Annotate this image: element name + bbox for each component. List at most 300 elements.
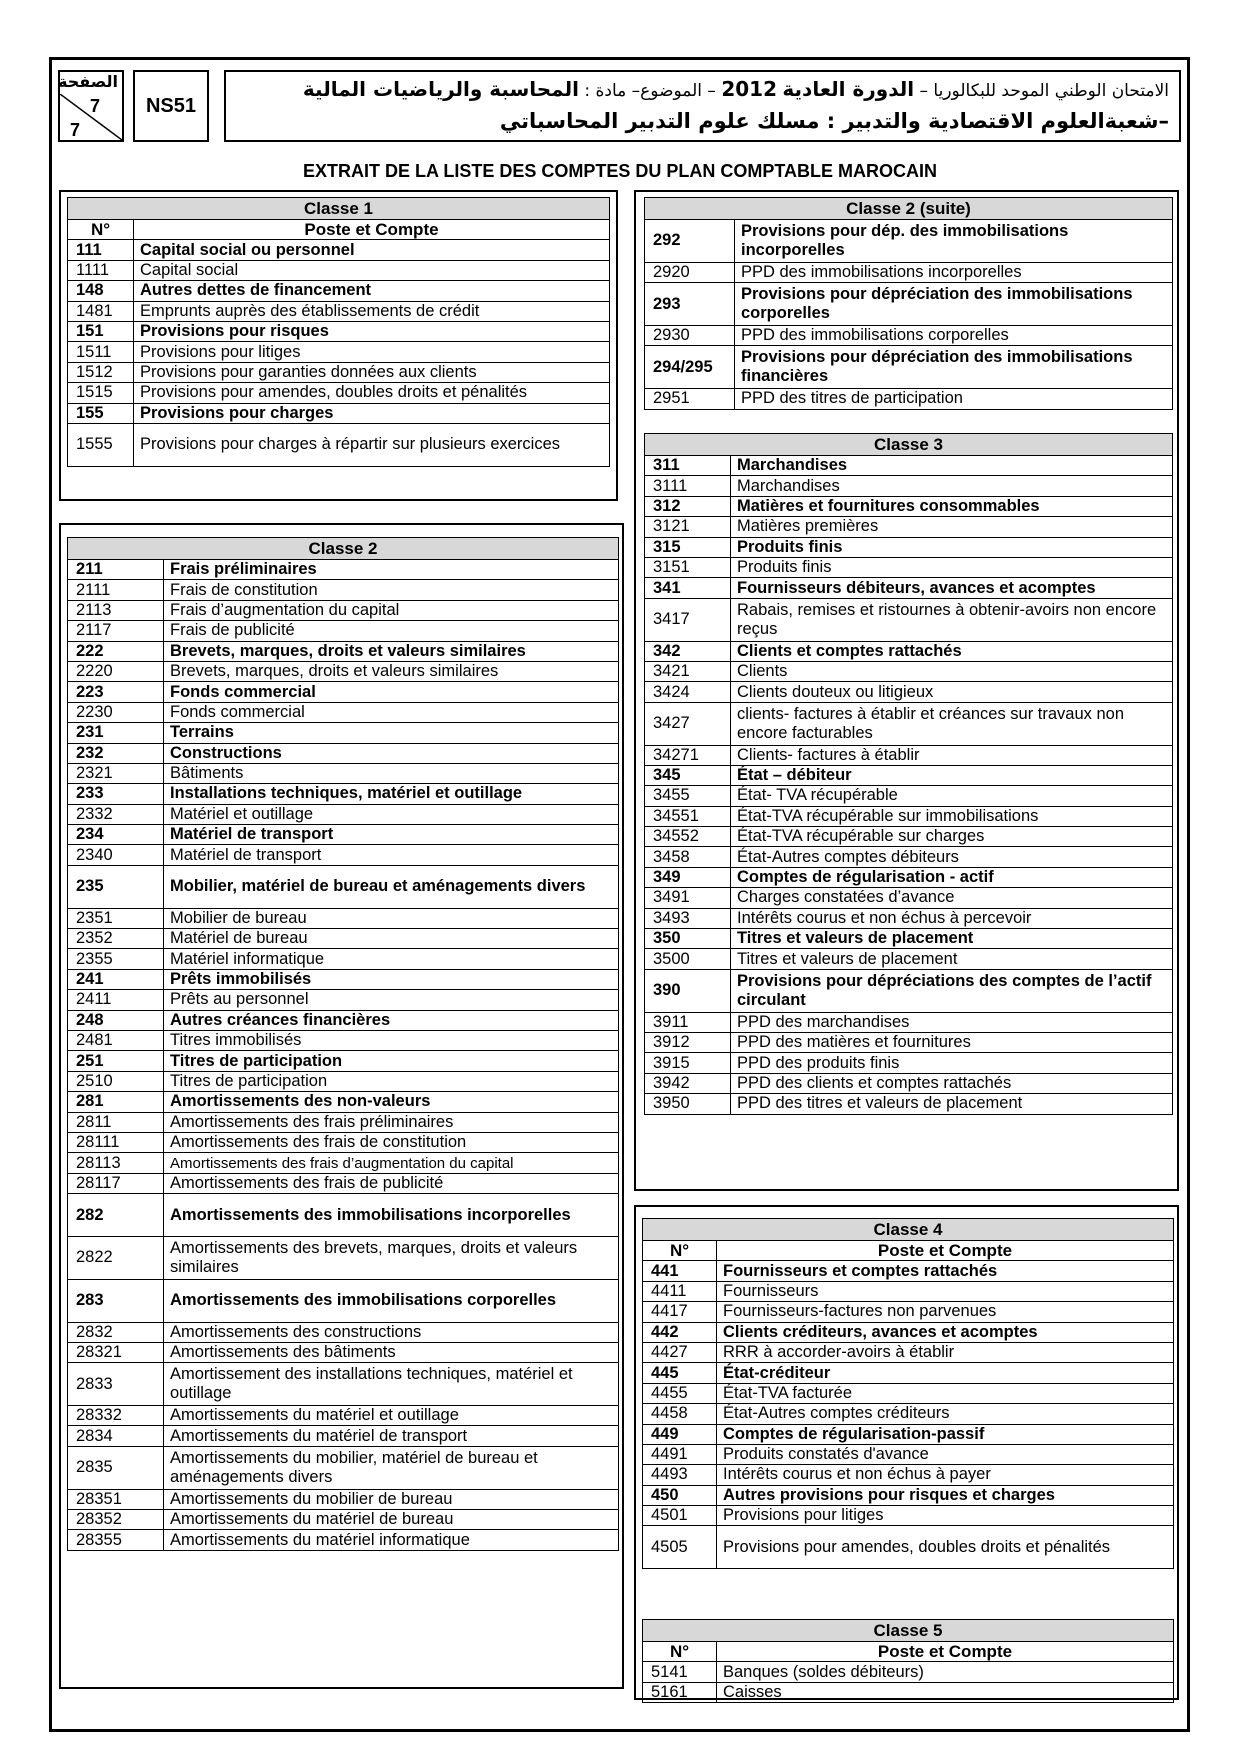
account-number: 2220 <box>68 661 164 681</box>
header-subject-label: – الموضوع– مادة : <box>584 81 716 101</box>
exam-code: NS51 <box>133 70 209 142</box>
account-number: 2321 <box>68 763 164 783</box>
account-row <box>68 1194 619 1237</box>
account-number: 231 <box>68 723 164 743</box>
account-number: 251 <box>68 1051 164 1071</box>
c5-header-row <box>643 1642 1174 1662</box>
account-label: Amortissements des brevets, marques, droits et valeurs similaires <box>164 1236 619 1279</box>
account-row <box>68 321 610 341</box>
document-title: EXTRAIT DE LA LISTE DES COMPTES DU PLAN COMPTABLE MAROCAIN <box>302 161 937 181</box>
account-label: Titres immobilisés <box>164 1031 619 1051</box>
account-label: Amortissements des immobilisations corporelles <box>164 1279 619 1322</box>
account-label: Marchandises <box>731 476 1173 496</box>
account-row <box>643 1444 1174 1464</box>
account-row <box>645 867 1173 887</box>
account-row <box>643 1261 1174 1281</box>
class-title: Classe 1 <box>68 198 610 220</box>
header-session: الدورة العادية <box>782 77 915 101</box>
account-number: 3421 <box>645 661 731 681</box>
account-row <box>68 600 619 620</box>
account-number: 2113 <box>68 600 164 620</box>
account-number: 4458 <box>643 1404 717 1424</box>
account-number: 293 <box>645 283 735 326</box>
account-row <box>68 1426 619 1446</box>
account-number: 28113 <box>68 1153 164 1173</box>
account-label: Installations techniques, matériel et outillage <box>164 784 619 804</box>
account-number: 241 <box>68 969 164 989</box>
account-number: 3915 <box>645 1053 731 1073</box>
account-number: 28117 <box>68 1173 164 1193</box>
account-label: PPD des produits finis <box>731 1053 1173 1073</box>
account-row <box>68 1510 619 1530</box>
account-label: Intérêts courus et non échus à payer <box>717 1465 1174 1485</box>
account-row <box>68 1446 619 1489</box>
account-number: 3950 <box>645 1094 731 1114</box>
account-number: 3424 <box>645 682 731 702</box>
account-row <box>68 1031 619 1051</box>
account-label: Amortissements des frais préliminaires <box>164 1112 619 1132</box>
account-number: 3493 <box>645 908 731 928</box>
account-number: 28355 <box>68 1530 164 1550</box>
account-label: Marchandises <box>731 456 1173 476</box>
account-label: RRR à accorder-avoirs à établir <box>717 1342 1174 1362</box>
account-row <box>68 804 619 824</box>
account-label: Matériel de bureau <box>164 929 619 949</box>
account-number: 282 <box>68 1194 164 1237</box>
account-label: Frais d’augmentation du capital <box>164 600 619 620</box>
account-row <box>68 403 610 423</box>
account-row <box>68 990 619 1010</box>
account-number: 2117 <box>68 621 164 641</box>
account-number: 312 <box>645 496 731 516</box>
account-number: 292 <box>645 220 735 263</box>
account-label: Produits constatés d'avance <box>717 1444 1174 1464</box>
account-row <box>643 1404 1174 1424</box>
account-row <box>645 1012 1173 1032</box>
account-label: Amortissements du matériel informatique <box>164 1530 619 1550</box>
account-number: 341 <box>645 578 731 598</box>
account-number: 3912 <box>645 1032 731 1052</box>
account-row <box>68 865 619 908</box>
class-title: Classe 2 <box>68 538 619 560</box>
account-row <box>68 641 619 661</box>
account-row <box>68 784 619 804</box>
account-row <box>645 1094 1173 1114</box>
account-row <box>645 949 1173 969</box>
class-title: Classe 5 <box>643 1620 1174 1642</box>
account-row <box>68 240 610 260</box>
classe2-suite-table <box>644 197 1173 410</box>
account-number: 34551 <box>645 806 731 826</box>
account-row <box>645 578 1173 598</box>
account-label: Titres et valeurs de placement <box>731 929 1173 949</box>
account-label: Matières premières <box>731 517 1173 537</box>
class-title: Classe 2 (suite) <box>645 198 1173 220</box>
account-label: Frais préliminaires <box>164 560 619 580</box>
account-number: 1511 <box>68 342 134 362</box>
account-label: Provisions pour litiges <box>134 342 610 362</box>
account-row <box>645 929 1173 949</box>
account-label: Amortissements du mobilier de bureau <box>164 1489 619 1509</box>
account-row <box>68 1071 619 1091</box>
account-row <box>645 496 1173 516</box>
account-number: 1512 <box>68 362 134 382</box>
account-label: Prêts au personnel <box>164 990 619 1010</box>
account-label: Provisions pour amendes, doubles droits et pénalités <box>717 1526 1174 1569</box>
account-label: Amortissements des frais d’augmentation du capital <box>164 1153 619 1173</box>
account-row <box>645 220 1173 263</box>
column-header-label: Poste et Compte <box>134 220 610 240</box>
account-row <box>68 362 610 382</box>
account-row <box>645 908 1173 928</box>
account-row <box>645 847 1173 867</box>
account-label: Comptes de régularisation - actif <box>731 867 1173 887</box>
account-number: 3111 <box>645 476 731 496</box>
account-label: État-Autres comptes créditeurs <box>717 1404 1174 1424</box>
account-number: 2352 <box>68 929 164 949</box>
account-number: 3500 <box>645 949 731 969</box>
account-label: PPD des titres et valeurs de placement <box>731 1094 1173 1114</box>
account-number: 2481 <box>68 1031 164 1051</box>
account-number: 4411 <box>643 1281 717 1301</box>
account-number: 2951 <box>645 389 735 409</box>
account-label: Amortissements du matériel de transport <box>164 1426 619 1446</box>
account-label: PPD des marchandises <box>731 1012 1173 1032</box>
account-number: 151 <box>68 321 134 341</box>
account-row <box>645 1073 1173 1093</box>
account-row <box>645 661 1173 681</box>
account-label: Matériel de transport <box>164 845 619 865</box>
account-label: État-TVA récupérable sur charges <box>731 827 1173 847</box>
class-title: Classe 4 <box>643 1219 1174 1241</box>
page-label: الصفحة <box>57 72 118 91</box>
account-label: Provisions pour dépréciation des immobilisations financières <box>735 346 1173 389</box>
account-row <box>68 1236 619 1279</box>
account-label: Provisions pour risques <box>134 321 610 341</box>
account-label: Provisions pour dép. des immobilisations incorporelles <box>735 220 1173 263</box>
account-row <box>68 301 610 321</box>
account-label: Matières et fournitures consommables <box>731 496 1173 516</box>
account-number: 2111 <box>68 580 164 600</box>
account-row <box>68 1279 619 1322</box>
account-row <box>68 969 619 989</box>
account-row <box>643 1322 1174 1342</box>
account-row <box>68 580 619 600</box>
c2s-title-row <box>645 198 1173 220</box>
account-number: 2355 <box>68 949 164 969</box>
account-label: Produits finis <box>731 537 1173 557</box>
account-row <box>68 845 619 865</box>
account-number: 2332 <box>68 804 164 824</box>
account-row <box>645 806 1173 826</box>
account-label: Produits finis <box>731 557 1173 577</box>
account-number: 2340 <box>68 845 164 865</box>
account-number: 2833 <box>68 1363 164 1406</box>
account-row <box>643 1363 1174 1383</box>
account-label: Titres de participation <box>164 1071 619 1091</box>
account-row <box>645 557 1173 577</box>
account-number: 1111 <box>68 260 134 280</box>
header-exam: الامتحان الوطني الموحد للبكالوريا – <box>919 81 1169 101</box>
account-number: 2811 <box>68 1112 164 1132</box>
account-row <box>645 641 1173 661</box>
account-number: 4493 <box>643 1465 717 1485</box>
account-number: 294/295 <box>645 346 735 389</box>
account-number: 3151 <box>645 557 731 577</box>
account-row <box>645 346 1173 389</box>
account-row <box>68 1342 619 1362</box>
column-header-number: N° <box>68 220 134 240</box>
account-label: Mobilier de bureau <box>164 908 619 928</box>
account-number: 34271 <box>645 745 731 765</box>
account-row <box>643 1302 1174 1322</box>
account-label: Autres créances financières <box>164 1010 619 1030</box>
account-label: Titres et valeurs de placement <box>731 949 1173 969</box>
account-row <box>643 1485 1174 1505</box>
account-label: Frais de publicité <box>164 621 619 641</box>
account-number: 4505 <box>643 1526 717 1569</box>
account-label: Charges constatées d’avance <box>731 888 1173 908</box>
c1-header-row <box>68 220 610 240</box>
account-label: Comptes de régularisation-passif <box>717 1424 1174 1444</box>
account-label: Clients douteux ou litigieux <box>731 682 1173 702</box>
account-number: 248 <box>68 1010 164 1030</box>
account-row <box>645 786 1173 806</box>
account-number: 28332 <box>68 1406 164 1426</box>
account-label: Amortissements du matériel et outillage <box>164 1406 619 1426</box>
account-row <box>645 888 1173 908</box>
account-number: 4455 <box>643 1383 717 1403</box>
account-label: Matériel de transport <box>164 825 619 845</box>
account-number: 155 <box>68 403 134 423</box>
header-subject: المحاسبة والرياضيات المالية <box>302 77 579 101</box>
class-title: Classe 3 <box>645 434 1173 456</box>
account-number: 445 <box>643 1363 717 1383</box>
account-row <box>68 723 619 743</box>
account-number: 3455 <box>645 786 731 806</box>
account-row <box>68 342 610 362</box>
account-label: Clients- factures à établir <box>731 745 1173 765</box>
account-label: Banques (soldes débiteurs) <box>717 1662 1174 1682</box>
account-label: Fournisseurs <box>717 1281 1174 1301</box>
account-row <box>643 1662 1174 1682</box>
account-label: Fournisseurs débiteurs, avances et acomptes <box>731 578 1173 598</box>
account-row <box>68 702 619 722</box>
account-label: Fonds commercial <box>164 702 619 722</box>
account-number: 349 <box>645 867 731 887</box>
account-label: Clients <box>731 661 1173 681</box>
account-label: Mobilier, matériel de bureau et aménagements divers <box>164 865 619 908</box>
account-label: Brevets, marques, droits et valeurs similaires <box>164 661 619 681</box>
account-label: Provisions pour amendes, doubles droits et pénalités <box>134 383 610 403</box>
account-row <box>68 281 610 301</box>
column-header-label: Poste et Compte <box>717 1241 1174 1261</box>
account-number: 315 <box>645 537 731 557</box>
account-row <box>645 969 1173 1012</box>
account-number: 232 <box>68 743 164 763</box>
account-number: 3427 <box>645 702 731 745</box>
account-number: 449 <box>643 1424 717 1444</box>
account-label: Provisions pour charges <box>134 403 610 423</box>
account-row <box>645 456 1173 476</box>
account-number: 34552 <box>645 827 731 847</box>
account-label: PPD des immobilisations incorporelles <box>735 262 1173 282</box>
account-row <box>643 1424 1174 1444</box>
account-row <box>645 682 1173 702</box>
exam-header <box>224 70 1181 142</box>
account-row <box>643 1281 1174 1301</box>
account-label: Autres dettes de financement <box>134 281 610 301</box>
account-row <box>68 763 619 783</box>
column-header-label: Poste et Compte <box>717 1642 1174 1662</box>
account-number: 111 <box>68 240 134 260</box>
account-row <box>643 1342 1174 1362</box>
account-label: Rabais, remises et ristournes à obtenir-avoirs non encore reçus <box>731 598 1173 641</box>
account-number: 3942 <box>645 1073 731 1093</box>
account-number: 28111 <box>68 1132 164 1152</box>
account-number: 283 <box>68 1279 164 1322</box>
account-label: Caisses <box>717 1682 1174 1702</box>
account-number: 350 <box>645 929 731 949</box>
account-number: 2920 <box>645 262 735 282</box>
account-row <box>68 743 619 763</box>
account-number: 5161 <box>643 1682 717 1702</box>
account-number: 223 <box>68 682 164 702</box>
account-label: Capital social <box>134 260 610 280</box>
account-label: État-Autres comptes débiteurs <box>731 847 1173 867</box>
classe3-table <box>644 433 1173 1115</box>
account-row <box>68 1051 619 1071</box>
account-label: Terrains <box>164 723 619 743</box>
account-row <box>68 1322 619 1342</box>
account-number: 2822 <box>68 1236 164 1279</box>
account-label: État-créditeur <box>717 1363 1174 1383</box>
page-number: 7 <box>89 96 100 116</box>
account-label: Provisions pour charges à répartir sur plusieurs exercices <box>134 423 610 466</box>
account-row <box>68 661 619 681</box>
account-label: Frais de constitution <box>164 580 619 600</box>
account-row <box>68 1173 619 1193</box>
account-row <box>68 560 619 580</box>
account-label: Amortissements des non-valeurs <box>164 1092 619 1112</box>
account-label: Matériel et outillage <box>164 804 619 824</box>
account-label: clients- factures à établir et créances sur travaux non encore facturables <box>731 702 1173 745</box>
account-row <box>645 325 1173 345</box>
account-row <box>68 621 619 641</box>
header-line-2: –شعبةالعلوم الاقتصادية والتدبير : مسلك علوم التدبير المحاسباتي <box>499 109 1169 133</box>
header-line-1 <box>236 74 1169 106</box>
account-number: 233 <box>68 784 164 804</box>
account-row <box>645 1032 1173 1052</box>
account-label: Bâtiments <box>164 763 619 783</box>
account-label: Fournisseurs-factures non parvenues <box>717 1302 1174 1322</box>
account-row <box>68 1010 619 1030</box>
account-row <box>645 702 1173 745</box>
account-row <box>643 1526 1174 1569</box>
account-row <box>643 1383 1174 1403</box>
account-label: Amortissements des immobilisations incorporelles <box>164 1194 619 1237</box>
account-row <box>68 908 619 928</box>
page-total: 7 <box>70 120 81 140</box>
account-row <box>645 827 1173 847</box>
classe2-table <box>67 537 619 1551</box>
account-row <box>68 825 619 845</box>
account-number: 342 <box>645 641 731 661</box>
account-number: 4427 <box>643 1342 717 1362</box>
c2-title-row <box>68 538 619 560</box>
account-number: 2230 <box>68 702 164 722</box>
c3-title-row <box>645 434 1173 456</box>
account-label: Capital social ou personnel <box>134 240 610 260</box>
account-number: 390 <box>645 969 731 1012</box>
account-row <box>645 1053 1173 1073</box>
account-row <box>645 389 1173 409</box>
account-label: État-TVA facturée <box>717 1383 1174 1403</box>
account-label: Emprunts auprès des établissements de crédit <box>134 301 610 321</box>
column-header-number: N° <box>643 1642 717 1662</box>
account-number: 4491 <box>643 1444 717 1464</box>
account-label: Matériel informatique <box>164 949 619 969</box>
account-number: 450 <box>643 1485 717 1505</box>
account-number: 28321 <box>68 1342 164 1362</box>
account-number: 2832 <box>68 1322 164 1342</box>
account-number: 2411 <box>68 990 164 1010</box>
account-number: 5141 <box>643 1662 717 1682</box>
account-number: 311 <box>645 456 731 476</box>
account-row <box>68 929 619 949</box>
account-number: 3911 <box>645 1012 731 1032</box>
account-row <box>645 283 1173 326</box>
account-number: 222 <box>68 641 164 661</box>
c4-title-row <box>643 1219 1174 1241</box>
account-row <box>68 1530 619 1550</box>
account-number: 2930 <box>645 325 735 345</box>
column-header-number: N° <box>643 1241 717 1261</box>
account-row <box>645 745 1173 765</box>
account-row <box>68 1132 619 1152</box>
account-label: PPD des matières et fournitures <box>731 1032 1173 1052</box>
account-label: PPD des titres de participation <box>735 389 1173 409</box>
account-number: 345 <box>645 765 731 785</box>
account-number: 442 <box>643 1322 717 1342</box>
account-row <box>645 598 1173 641</box>
account-number: 3491 <box>645 888 731 908</box>
account-row <box>645 537 1173 557</box>
account-row <box>68 682 619 702</box>
account-row <box>645 517 1173 537</box>
page-number-box <box>58 70 124 142</box>
account-number: 28352 <box>68 1510 164 1530</box>
account-label: Intérêts courus et non échus à percevoir <box>731 908 1173 928</box>
account-number: 2351 <box>68 908 164 928</box>
account-row <box>643 1465 1174 1485</box>
account-label: Prêts immobilisés <box>164 969 619 989</box>
account-label: Amortissements du matériel de bureau <box>164 1510 619 1530</box>
account-label: Amortissement des installations techniques, matériel et outillage <box>164 1363 619 1406</box>
account-label: Autres provisions pour risques et charges <box>717 1485 1174 1505</box>
account-number: 28351 <box>68 1489 164 1509</box>
account-row <box>643 1506 1174 1526</box>
account-row <box>645 476 1173 496</box>
account-row <box>68 1092 619 1112</box>
account-label: Fonds commercial <box>164 682 619 702</box>
account-number: 3417 <box>645 598 731 641</box>
account-label: Provisions pour litiges <box>717 1506 1174 1526</box>
account-row <box>68 1489 619 1509</box>
account-number: 235 <box>68 865 164 908</box>
account-number: 1555 <box>68 423 134 466</box>
account-label: État- TVA récupérable <box>731 786 1173 806</box>
